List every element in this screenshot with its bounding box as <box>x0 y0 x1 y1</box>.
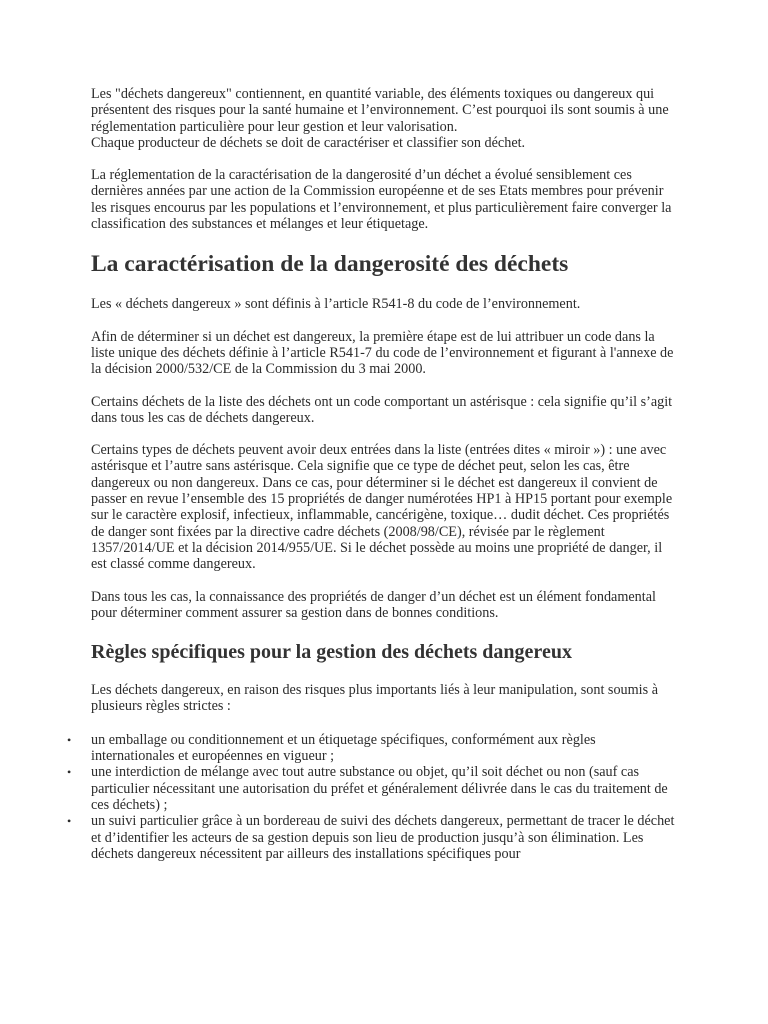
intro-paragraph-3: La réglementation de la caractérisation de la dangerosité d’un déchet a évolué sensiblement ces dernières années par une action de la Commission européenne et de ses Etats membres pour prévenir les risques encourus par les populations et l’environnement, et plus particulièrement faire converger la classification des substances et mélanges et leur étiquetage. <box>91 167 672 233</box>
section-heading-characterisation: La caractérisation de la dangerosité des déchets <box>91 251 569 278</box>
intro-paragraph-2: Chaque producteur de déchets se doit de caractériser et classifier son déchet. <box>91 134 526 151</box>
section1-paragraph-2: Afin de déterminer si un déchet est dangereux, la première étape est de lui attribuer un code dans la liste unique des déchets définie à l’article R541-7 du code de l’environnement et figurant à l'annexe de la décision 2000/532/CE de la Commission du 3 mai 2000. <box>91 328 674 378</box>
bullet-icon: • <box>67 814 72 829</box>
section1-paragraph-5: Dans tous les cas, la connaissance des propriétés de danger d’un déchet est un élément fondamental pour déterminer comment assurer sa gestion dans de bonnes conditions. <box>91 588 656 621</box>
bullet-icon: • <box>67 765 72 780</box>
bullet-icon: • <box>67 732 72 747</box>
section1-paragraph-3: Certains déchets de la liste des déchets ont un code comportant un astérisque : cela signifie qu’il s’agit dans tous les cas de déchets dangereux. <box>91 393 673 426</box>
list-item <box>67 813 681 862</box>
rules-list <box>67 731 681 862</box>
section2-intro: Les déchets dangereux, en raison des risques plus importants liés à leur manipulation, sont soumis à plusieurs règles strictes : <box>91 682 658 715</box>
intro-paragraph-1: Les "déchets dangereux" contiennent, en quantité variable, des éléments toxiques ou dangereux qui présentent des risques pour la santé humaine et l’environnement. C’est pourquoi ils sont soumis à une réglementation particulière pour leur gestion et leur valorisation. <box>91 86 669 135</box>
list-item-text: une interdiction de mélange avec tout autre substance ou objet, qu’il soit déchet ou non (sauf cas particulier nécessitant une autorisation du préfet et généralement délivrée dans le cas du traitement de ces déchets) ; <box>91 764 668 813</box>
section-heading-rules: Règles spécifiques pour la gestion des déchets dangereux <box>91 641 572 664</box>
list-item-text: un suivi particulier grâce à un bordereau de suivi des déchets dangereux, permettant de tracer le déchet et d’identifier les acteurs de sa gestion depuis son lieu de production jusqu’à son élimination. Les déchets dangereux nécessitent par ailleurs des installations spécifiques pour <box>91 813 675 862</box>
document-page <box>67 86 681 862</box>
section1-paragraph-1: Les « déchets dangereux » sont définis à l’article R541-8 du code de l’environnement. <box>91 296 581 313</box>
list-item <box>67 764 681 813</box>
section1-paragraph-4: Certains types de déchets peuvent avoir deux entrées dans la liste (entrées dites « miroir ») : une avec astérisque et l’autre sans astérisque. Cela signifie que ce type de déchet peut, selon les cas, être dangereux ou non dangereux. Dans ce cas, pour déterminer si le déchet est dangereux il convient de passer en revue l’ensemble des 15 propriétés de danger numérotées HP1 à HP15 portant pour exemple sur le caractère explosif, infectieux, inflammable, cancérigène, toxique… dudit déchet. Ces propriétés de danger sont fixées par la directive cadre déchets (2008/98/CE), révisée par le règlement 1357/2014/UE et la décision 2014/955/UE. Si le déchet possède au moins une propriété de danger, il est classé comme dangereux. <box>91 442 673 573</box>
list-item-text: un emballage ou conditionnement et un étiquetage spécifiques, conformément aux règles internationales et européennes en vigueur ; <box>91 731 596 765</box>
list-item <box>67 731 681 765</box>
